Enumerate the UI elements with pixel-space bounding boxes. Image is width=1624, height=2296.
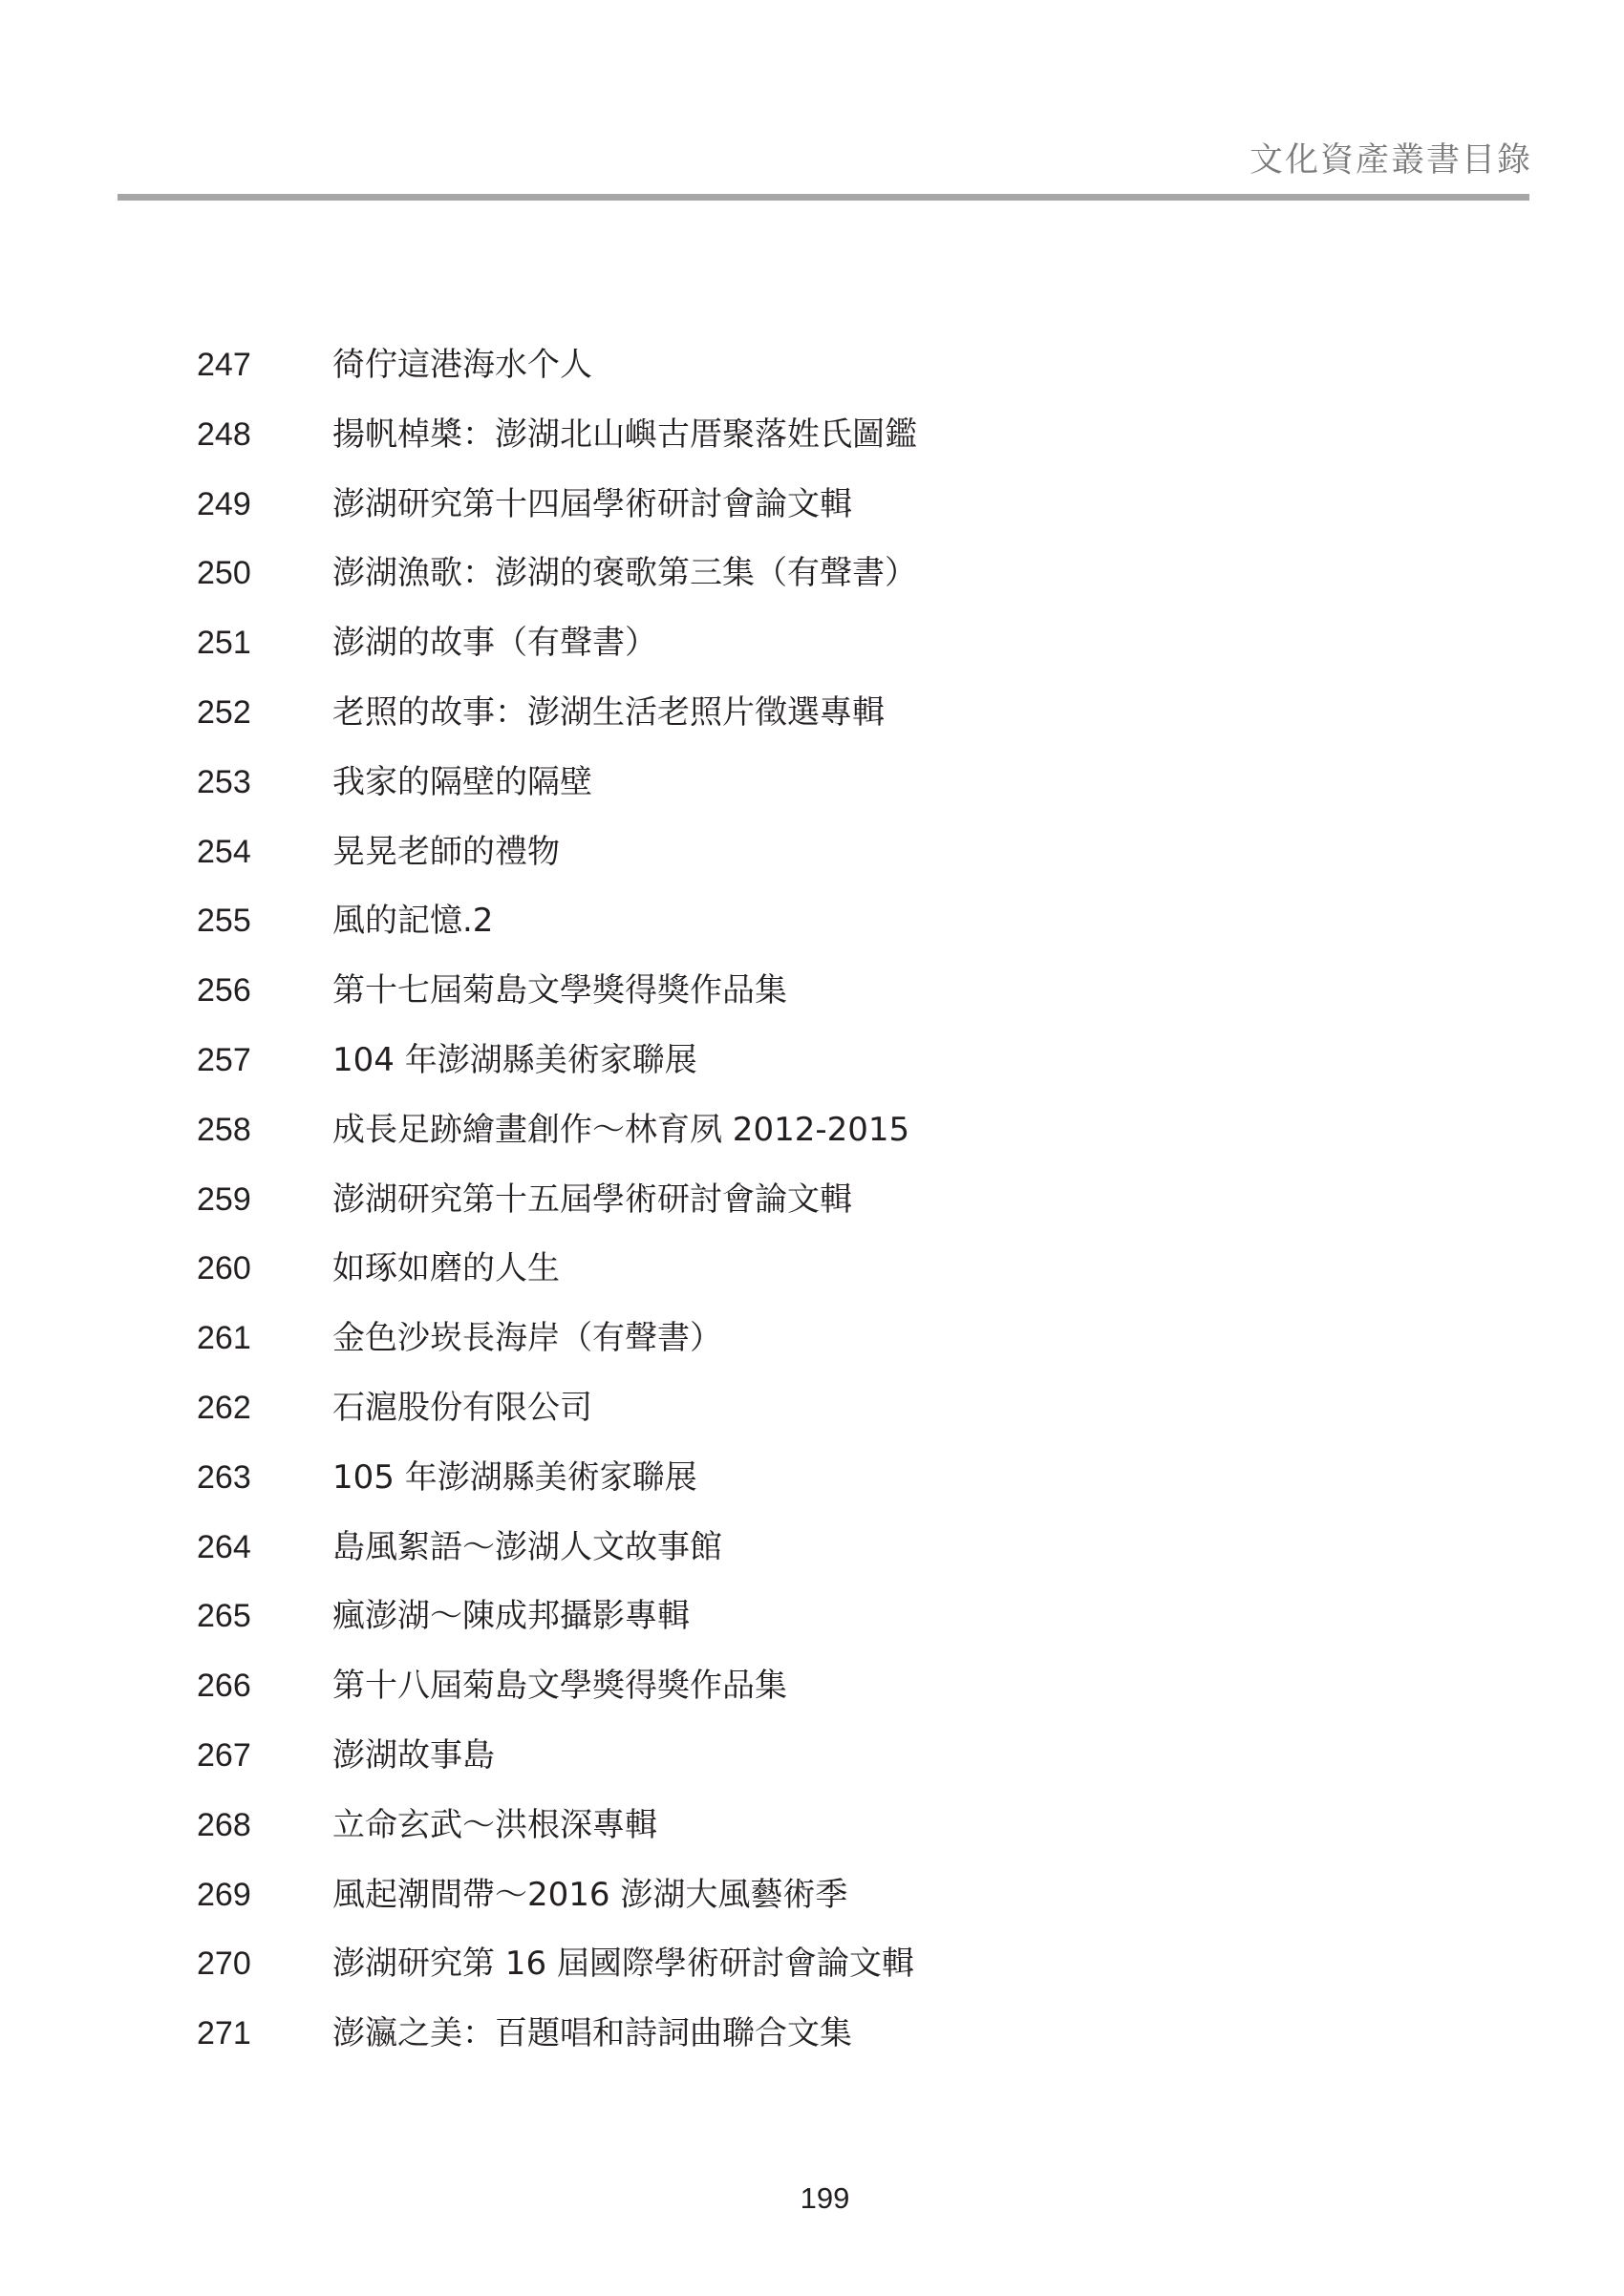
entry-number: 258 — [197, 1111, 251, 1148]
catalog-entry — [0, 1595, 1624, 1665]
catalog-entry — [0, 1804, 1624, 1874]
catalog-entry — [0, 483, 1624, 553]
entry-number: 256 — [197, 972, 251, 1010]
entry-title: 澎瀛之美：百題唱和詩詞曲聯合文集 — [332, 2014, 852, 2053]
entry-number: 250 — [197, 555, 251, 592]
catalog-entry — [0, 1247, 1624, 1317]
entry-number: 251 — [197, 625, 251, 662]
entry-title: 石滬股份有限公司 — [332, 1388, 592, 1427]
entry-number: 261 — [197, 1320, 251, 1357]
catalog-entry — [0, 2012, 1624, 2082]
entry-number: 248 — [197, 415, 251, 453]
catalog-entry — [0, 1734, 1624, 1804]
entry-title: 澎湖研究第 16 屆國際學術研討會論文輯 — [332, 1945, 914, 1984]
entry-title: 第十七屆菊島文學獎得獎作品集 — [332, 971, 787, 1010]
entry-number: 269 — [197, 1876, 251, 1913]
catalog-entry — [0, 1039, 1624, 1109]
entry-title: 104 年澎湖縣美術家聯展 — [332, 1040, 697, 1079]
page-number: 199 — [800, 2181, 850, 2215]
entry-number: 252 — [197, 693, 251, 731]
catalog-entry — [0, 761, 1624, 831]
catalog-entry — [0, 969, 1624, 1039]
entry-title: 風起潮間帶～2016 澎湖大風藝術季 — [332, 1875, 848, 1914]
entry-title: 立命玄武～洪根深專輯 — [332, 1805, 657, 1844]
entry-number: 262 — [197, 1389, 251, 1426]
entry-number: 257 — [197, 1041, 251, 1078]
entry-title: 我家的隔壁的隔壁 — [332, 762, 592, 801]
entry-title: 澎湖漁歌：澎湖的褒歌第三集（有聲書） — [332, 554, 917, 593]
entry-title: 風的記憶.2 — [332, 902, 494, 941]
entry-number: 259 — [197, 1180, 251, 1218]
entry-number: 265 — [197, 1598, 251, 1635]
catalog-entry — [0, 1387, 1624, 1456]
catalog-entry — [0, 831, 1624, 901]
entry-title: 晃晃老師的禮物 — [332, 832, 560, 871]
entry-number: 264 — [197, 1528, 251, 1565]
entry-title: 成長足跡繪畫創作～林育夙 2012-2015 — [332, 1110, 910, 1149]
entry-title: 澎湖故事島 — [332, 1735, 495, 1775]
entry-title: 澎湖研究第十五屆學術研討會論文輯 — [332, 1180, 852, 1219]
catalog-entry — [0, 1109, 1624, 1179]
entry-title: 如琢如磨的人生 — [332, 1249, 560, 1288]
entry-number: 253 — [197, 763, 251, 800]
running-header: 文化資產叢書目錄 — [1249, 141, 1532, 180]
entry-title: 金色沙崁長海岸（有聲書） — [332, 1319, 722, 1358]
catalog-entry — [0, 414, 1624, 483]
catalog-entry — [0, 552, 1624, 622]
entry-number: 266 — [197, 1668, 251, 1705]
entry-number: 268 — [197, 1806, 251, 1843]
entry-title: 島風絮語～澎湖人文故事館 — [332, 1527, 722, 1566]
catalog-entry — [0, 622, 1624, 691]
entry-number: 271 — [197, 2015, 251, 2052]
entry-number: 254 — [197, 833, 251, 870]
entry-number: 270 — [197, 1945, 251, 1983]
entry-number: 267 — [197, 1736, 251, 1774]
entry-title: 老照的故事：澎湖生活老照片徵選專輯 — [332, 692, 885, 732]
catalog-entry — [0, 1665, 1624, 1734]
catalog-entry — [0, 1526, 1624, 1596]
catalog-entry — [0, 900, 1624, 969]
catalog-entry — [0, 1874, 1624, 1944]
entry-title: 瘋澎湖～陳成邦攝影專輯 — [332, 1597, 690, 1636]
entry-number: 260 — [197, 1250, 251, 1287]
entry-title: 徛佇這港海水个人 — [332, 346, 592, 384]
catalog-entry — [0, 1179, 1624, 1248]
header-divider — [118, 194, 1529, 201]
entry-number: 263 — [197, 1458, 251, 1496]
entry-title: 揚帆棹槳：澎湖北山嶼古厝聚落姓氏圖鑑 — [332, 415, 917, 454]
entry-title: 105 年澎湖縣美術家聯展 — [332, 1457, 697, 1497]
entry-number: 247 — [197, 347, 251, 383]
entry-title: 澎湖的故事（有聲書） — [332, 624, 657, 663]
catalog-entry — [0, 691, 1624, 761]
catalog-entry — [0, 1317, 1624, 1387]
entry-title: 澎湖研究第十四屆學術研討會論文輯 — [332, 484, 852, 523]
catalog-entry — [0, 1456, 1624, 1526]
entry-number: 249 — [197, 485, 251, 522]
entry-number: 255 — [197, 903, 251, 940]
catalog-entry — [0, 1943, 1624, 2012]
catalog-list — [0, 344, 1624, 2082]
entry-title: 第十八屆菊島文學獎得獎作品集 — [332, 1667, 787, 1706]
catalog-entry — [0, 344, 1624, 414]
